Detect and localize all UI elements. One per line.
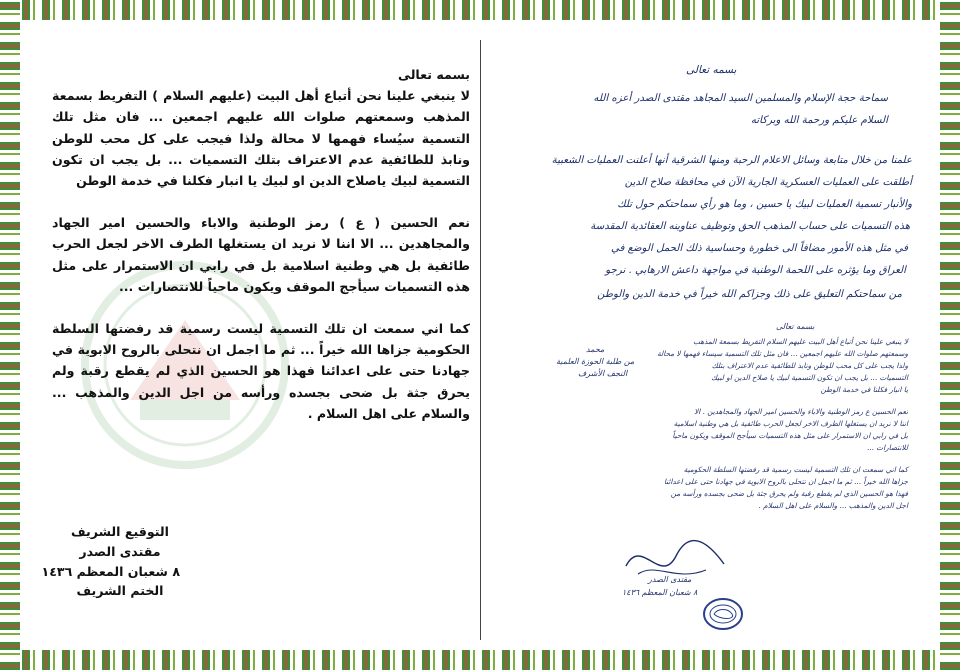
signature-date: ٨ شعبان المعظم ١٤٣٦	[41, 563, 180, 579]
handwritten-line: من سماحتكم التعليق على ذلك وجزاكم الله خيراً في خدمة الدين والوطن	[597, 289, 902, 300]
handwritten-line: أطلقت على العمليات العسكرية الجارية الآن في محافظة صلاح الدين	[624, 177, 912, 188]
seal-label: الختم الشريف	[76, 583, 164, 599]
handwritten-line: والأنبار تسمية العمليات لبيك يا حسين ، وما هو رأي سماحتكم حول تلك	[617, 199, 912, 210]
handwritten-line: وسمعتهم صلوات الله عليهم اجمعين ... فان مثل تلك التسمية سيساء فهمها لا محالة	[657, 349, 908, 358]
typed-statement	[52, 64, 470, 445]
margin-note-line: محمد	[586, 345, 605, 354]
decorative-border-right	[940, 0, 960, 670]
handwritten-line: كما اني سمعت ان تلك التسمية ليست رسمية قد رفضتها السلطة الحكومية	[683, 465, 908, 474]
handwritten-line: للانتصارات ...	[866, 443, 908, 452]
handwritten-line: اجل الدين والمذهب ... والسلام على اهل السلام .	[758, 501, 908, 510]
handwritten-line: العراق وما يؤثره على اللحمة الوطنية في مواجهة داعش الارهابي . نرجو	[605, 265, 906, 276]
signature-name: مقتدى الصدر	[79, 543, 161, 559]
decorative-border-top	[0, 0, 960, 20]
handwritten-line: فهذا هو الحسين الذي لم يقطع رقبة ولم يحرق جثة بل ضحى بجسده ورأسه من	[670, 489, 908, 498]
page-divider	[480, 40, 481, 640]
signature-label: التوقيع الشريف	[71, 524, 169, 539]
handwritten-line: هذه التسميات على حساب المذهب الحق وتوظيف عناوينه العقائدية المقدسة	[590, 221, 910, 232]
typed-paragraph-2: نعم الحسين ( ع ) رمز الوطنية والاباء والحسين امير الجهاد والمجاهدين ... الا اننا لا نريد ان يستغلها الطرف الاخر لجعل الحرب طائفية بل هي وطنية اسلامية بل في رابي ان الاستمرار على مثل هذه التسميات سيأجج الموقف ويكون ماحياً للانتصارات ...	[52, 215, 470, 294]
typed-bismillah: بسمه تعالى	[397, 67, 470, 82]
decorative-border-left	[0, 0, 20, 670]
handwritten-line: اننا لا نريد ان يستغلها الطرف الاخر لجعل الحرب طائفية بل هي وطنية اسلامية	[673, 419, 908, 428]
handwritten-line: التسميات ... بل يجب ان تكون التسمية لبيك يا صلاح الدين او لبيك	[711, 373, 908, 382]
margin-note-line: النجف الأشرف	[578, 369, 628, 378]
handwritten-line: نعم الحسين ع رمز الوطنية والاباء والحسين امير الجهاد والمجاهدين . الا	[694, 407, 908, 416]
decorative-border-bottom	[0, 650, 960, 670]
margin-note-line: من طلبة الحوزة العلمية	[556, 357, 635, 366]
typed-paragraph-3: كما اني سمعت ان تلك التسمية ليست رسمية قد رفضتها السلطة الحكومية جزاها الله خيراً ... ثم ما اجمل ان نتحلى بالروح الابوية في جهادنا حتى على اعدائنا فهذا هو الحسين الذي لم يقطع رقبة ولم يحرق جثة بل ضحى بجسده ورأسه من اجل الدين والمذهب ... والسلام على اهل السلام .	[52, 321, 470, 421]
scan-signature-date: ٨ شعبان المعظم ١٤٣٦	[622, 588, 698, 597]
handwritten-second-header: بسمه تعالى	[776, 322, 815, 331]
scan-signature-name: مقتدى الصدر	[648, 575, 692, 584]
handwritten-line: السلام عليكم ورحمة الله وبركاته	[750, 115, 888, 126]
handwritten-line: بل في رابي ان الاستمرار على مثل هذه التسميات سيأجج الموقف ويكون ماحياً	[672, 431, 908, 440]
handwritten-line: علمنا من خلال متابعة وسائل الاعلام الرحبة ومنها الشرقية أنها أعلنت العمليات الشعبية	[551, 155, 912, 166]
handwritten-line: سماحة حجة الإسلام والمسلمين السيد المجاهد مقتدى الصدر أعزه الله	[593, 93, 888, 104]
handwritten-line: جزاها الله خيراً ... ثم ما اجمل ان نتحلى بالروح الابوية في جهادنا حتى على اعدائنا	[663, 477, 908, 486]
handwritten-line: في مثل هذه الأمور مضافاً الى خطورة وحساسية ذلك الحمل الوضع في	[611, 243, 908, 254]
handwritten-line: ولذا يجب على كل محب للوطن ونابذ للطائفية عدم الاعتراف بتلك	[711, 361, 908, 370]
handwritten-line: لا ينبغي علينا نحن أتباع أهل البيت عليهم السلام التفريط بسمعة المذهب	[693, 337, 908, 346]
official-seal-icon	[702, 596, 744, 632]
handwritten-letter-scan	[496, 36, 932, 644]
handwritten-line: يا انبار فكلنا في خدمة الوطن	[820, 385, 908, 394]
typed-paragraph-1: لا ينبغي علينا نحن أتباع أهل البيت (عليهم السلام ) التفريط بسمعة المذهب وسمعتهم صلوات الله عليهم اجمعين ... فان مثل تلك التسمية سيُساء فهمها لا محالة ولذا فيجب على كل محب للوطن ونابذ للطائفية عدم الاعتراف بتلك التسميات ... بل يجب ان تكون التسمية لبيك ياصلاح الدين او لبيك يا انبار فكلنا في خدمة الوطن	[52, 88, 470, 189]
handwritten-header: بسمه تعالى	[686, 64, 737, 76]
typed-signature-block	[41, 522, 180, 601]
